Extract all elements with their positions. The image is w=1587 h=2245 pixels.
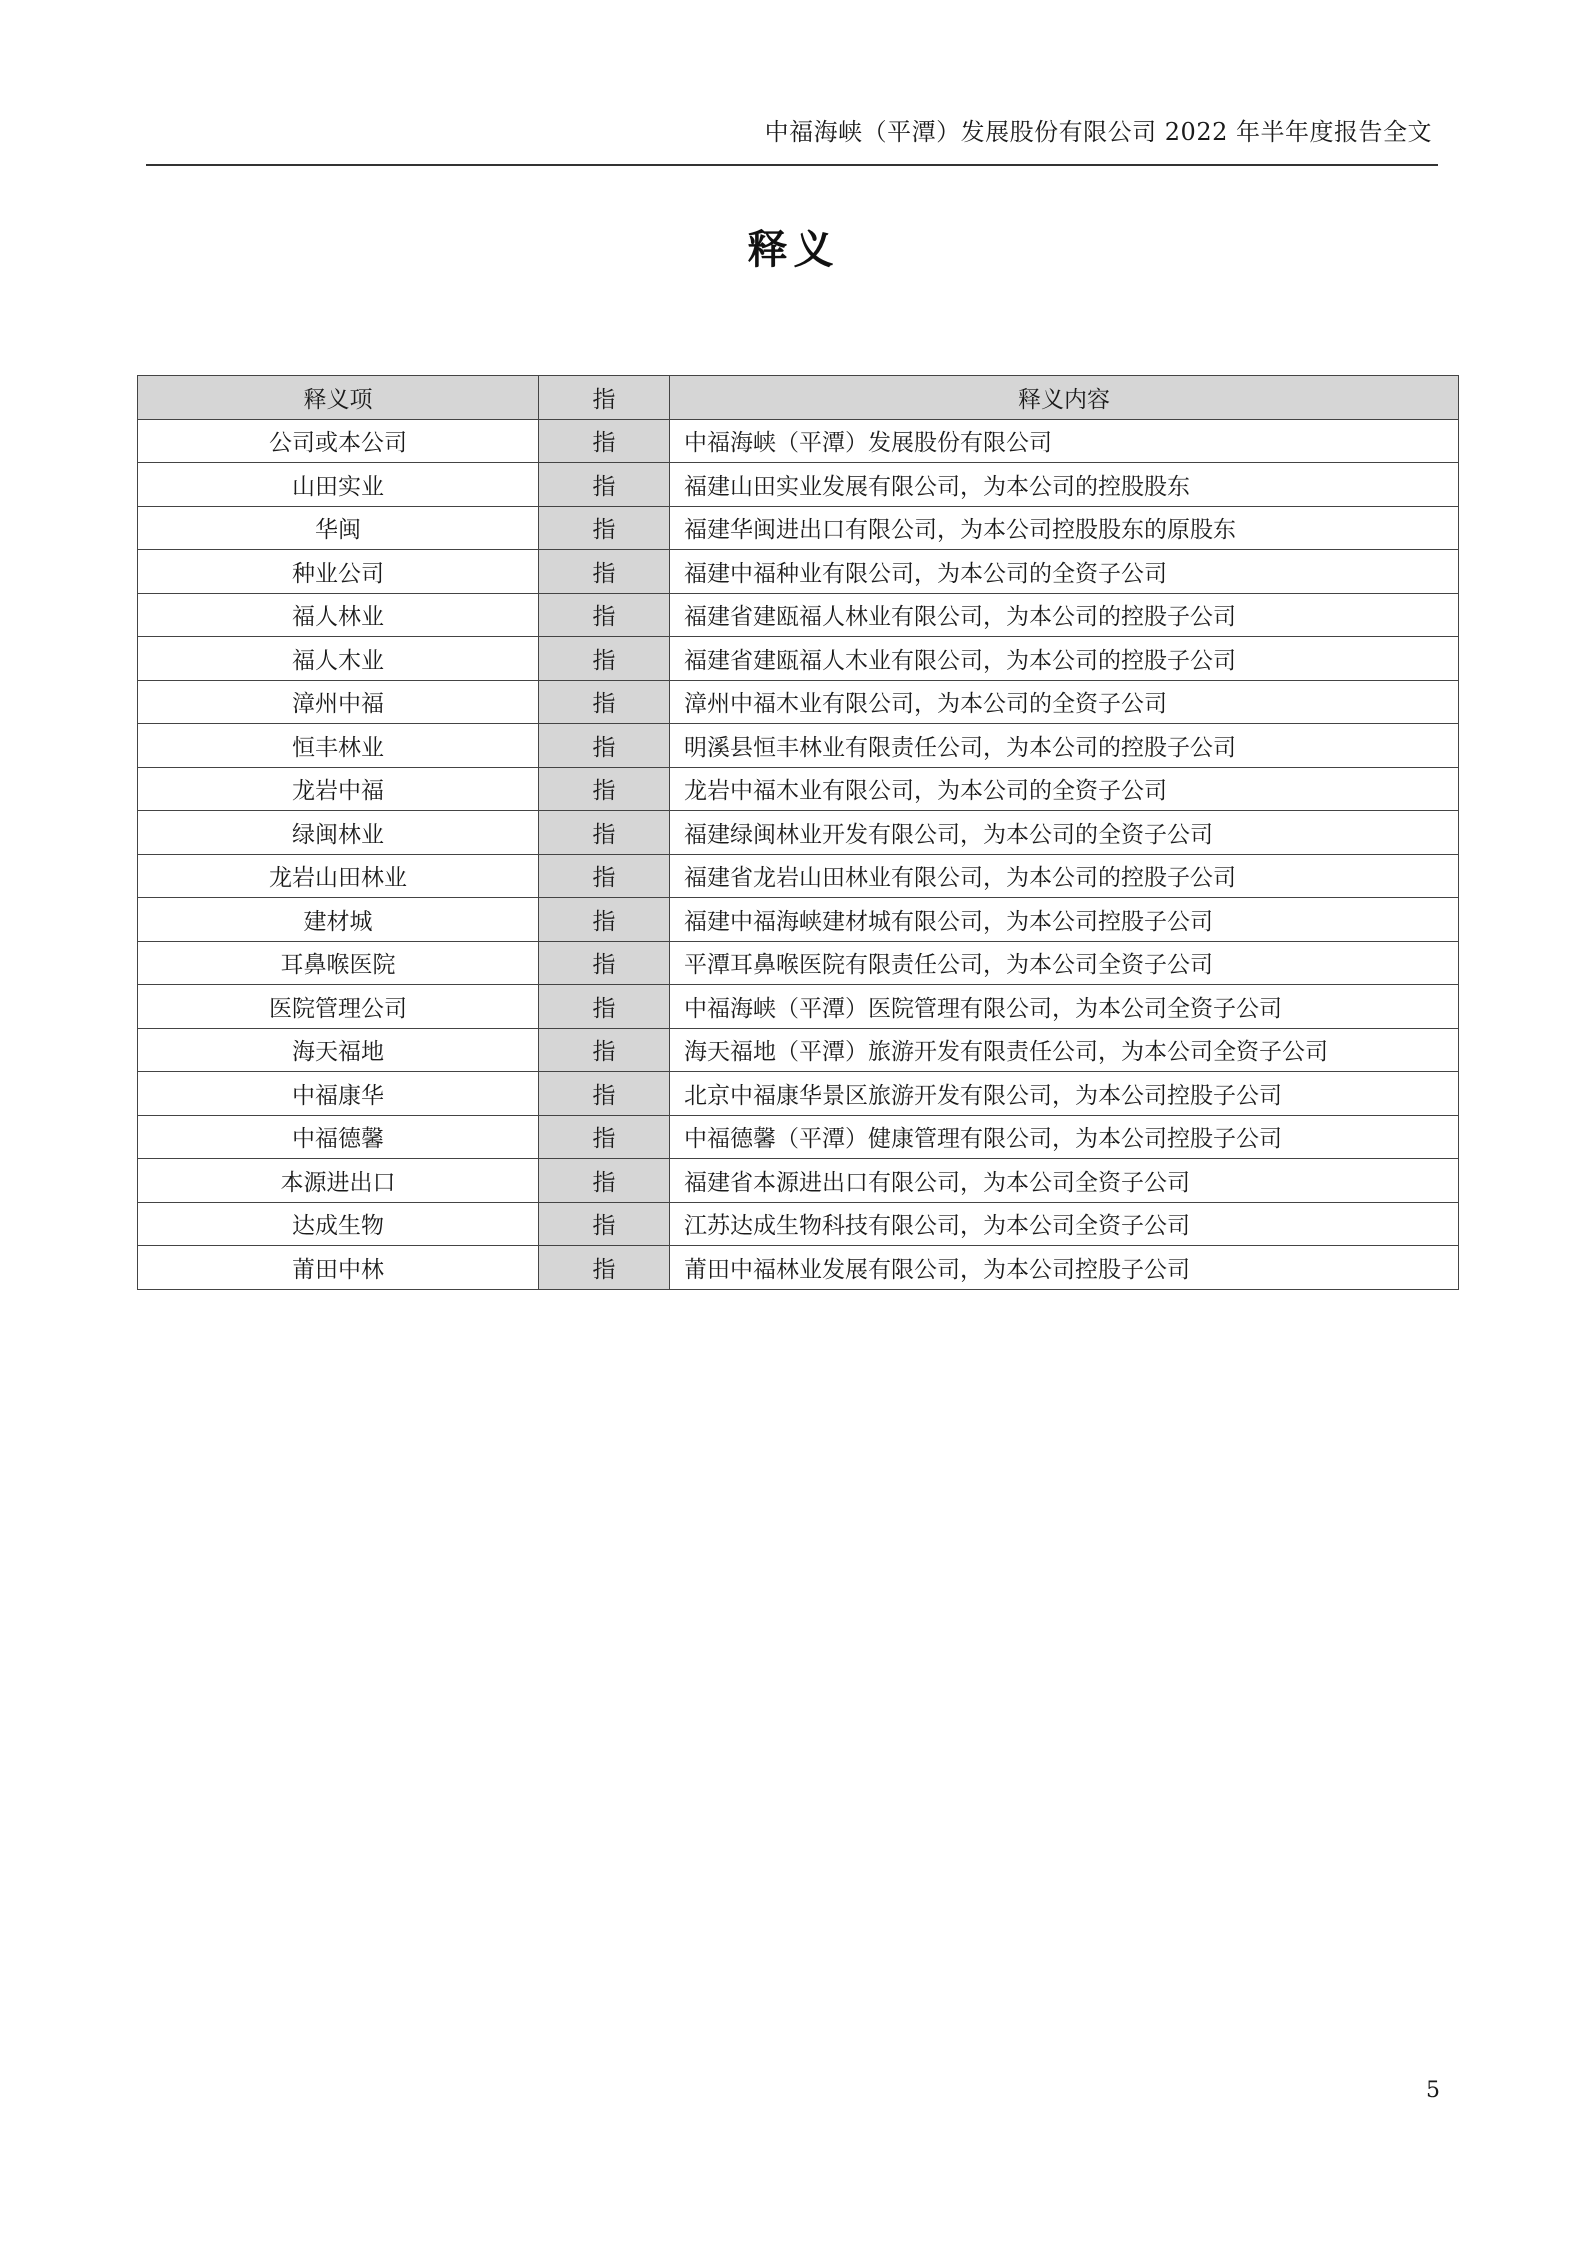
table-row	[138, 593, 1459, 637]
table-row	[138, 506, 1459, 550]
column-header-meaning: 释义内容	[670, 376, 1459, 420]
page-title: 释义	[747, 226, 840, 273]
meaning-cell: 福建山田实业发展有限公司，为本公司的控股股东	[670, 463, 1459, 507]
refers-cell: 指	[539, 506, 670, 550]
column-header-refers: 指	[539, 376, 670, 420]
term-cell: 本源进出口	[138, 1159, 539, 1203]
refers-cell: 指	[539, 767, 670, 811]
term-cell: 龙岩中福	[138, 767, 539, 811]
table-row	[138, 419, 1459, 463]
table-header-row	[138, 376, 1459, 420]
term-cell: 达成生物	[138, 1202, 539, 1246]
refers-cell: 指	[539, 1246, 670, 1290]
table-row	[138, 680, 1459, 724]
refers-cell: 指	[539, 941, 670, 985]
meaning-cell: 福建中福种业有限公司，为本公司的全资子公司	[670, 550, 1459, 594]
term-cell: 华闽	[138, 506, 539, 550]
refers-cell: 指	[539, 1072, 670, 1116]
term-cell: 建材城	[138, 898, 539, 942]
meaning-cell: 福建绿闽林业开发有限公司，为本公司的全资子公司	[670, 811, 1459, 855]
meaning-cell: 海天福地（平潭）旅游开发有限责任公司，为本公司全资子公司	[670, 1028, 1459, 1072]
refers-cell: 指	[539, 898, 670, 942]
meaning-cell: 福建省龙岩山田林业有限公司，为本公司的控股子公司	[670, 854, 1459, 898]
definitions-table	[137, 375, 1459, 1290]
table-row	[138, 637, 1459, 681]
table-row	[138, 941, 1459, 985]
refers-cell: 指	[539, 550, 670, 594]
page-number: 5	[1426, 2078, 1440, 2103]
meaning-cell: 福建华闽进出口有限公司，为本公司控股股东的原股东	[670, 506, 1459, 550]
term-cell: 山田实业	[138, 463, 539, 507]
term-cell: 龙岩山田林业	[138, 854, 539, 898]
table-body	[138, 419, 1459, 1289]
table-header	[138, 376, 1459, 420]
meaning-cell: 中福海峡（平潭）医院管理有限公司，为本公司全资子公司	[670, 985, 1459, 1029]
term-cell: 福人木业	[138, 637, 539, 681]
term-cell: 绿闽林业	[138, 811, 539, 855]
table-row	[138, 767, 1459, 811]
page-header	[146, 108, 1438, 166]
table-row	[138, 550, 1459, 594]
table-row	[138, 463, 1459, 507]
meaning-cell: 明溪县恒丰林业有限责任公司，为本公司的控股子公司	[670, 724, 1459, 768]
meaning-cell: 龙岩中福木业有限公司，为本公司的全资子公司	[670, 767, 1459, 811]
meaning-cell: 江苏达成生物科技有限公司，为本公司全资子公司	[670, 1202, 1459, 1246]
term-cell: 漳州中福	[138, 680, 539, 724]
term-cell: 种业公司	[138, 550, 539, 594]
meaning-cell: 福建省建瓯福人林业有限公司，为本公司的控股子公司	[670, 593, 1459, 637]
term-cell: 中福康华	[138, 1072, 539, 1116]
table-row	[138, 898, 1459, 942]
table-row	[138, 1246, 1459, 1290]
refers-cell: 指	[539, 1202, 670, 1246]
refers-cell: 指	[539, 1115, 670, 1159]
refers-cell: 指	[539, 419, 670, 463]
meaning-cell: 莆田中福林业发展有限公司，为本公司控股子公司	[670, 1246, 1459, 1290]
refers-cell: 指	[539, 680, 670, 724]
report-title: 中福海峡（平潭）发展股份有限公司 2022 年半年度报告全文	[764, 118, 1432, 146]
term-cell: 公司或本公司	[138, 419, 539, 463]
meaning-cell: 福建省本源进出口有限公司，为本公司全资子公司	[670, 1159, 1459, 1203]
refers-cell: 指	[539, 1159, 670, 1203]
refers-cell: 指	[539, 854, 670, 898]
term-cell: 海天福地	[138, 1028, 539, 1072]
term-cell: 莆田中林	[138, 1246, 539, 1290]
meaning-cell: 中福德馨（平潭）健康管理有限公司，为本公司控股子公司	[670, 1115, 1459, 1159]
term-cell: 耳鼻喉医院	[138, 941, 539, 985]
meaning-cell: 漳州中福木业有限公司，为本公司的全资子公司	[670, 680, 1459, 724]
column-header-term: 释义项	[138, 376, 539, 420]
term-cell: 医院管理公司	[138, 985, 539, 1029]
meaning-cell: 中福海峡（平潭）发展股份有限公司	[670, 419, 1459, 463]
table-row	[138, 1159, 1459, 1203]
meaning-cell: 福建中福海峡建材城有限公司，为本公司控股子公司	[670, 898, 1459, 942]
term-cell: 福人林业	[138, 593, 539, 637]
table-row	[138, 724, 1459, 768]
table-row	[138, 1115, 1459, 1159]
table-row	[138, 1202, 1459, 1246]
table-row	[138, 985, 1459, 1029]
meaning-cell: 北京中福康华景区旅游开发有限公司，为本公司控股子公司	[670, 1072, 1459, 1116]
refers-cell: 指	[539, 593, 670, 637]
table-row	[138, 1072, 1459, 1116]
refers-cell: 指	[539, 811, 670, 855]
meaning-cell: 平潭耳鼻喉医院有限责任公司，为本公司全资子公司	[670, 941, 1459, 985]
refers-cell: 指	[539, 463, 670, 507]
refers-cell: 指	[539, 724, 670, 768]
term-cell: 中福德馨	[138, 1115, 539, 1159]
table-row	[138, 854, 1459, 898]
table-row	[138, 1028, 1459, 1072]
refers-cell: 指	[539, 985, 670, 1029]
refers-cell: 指	[539, 1028, 670, 1072]
refers-cell: 指	[539, 637, 670, 681]
term-cell: 恒丰林业	[138, 724, 539, 768]
table-row	[138, 811, 1459, 855]
meaning-cell: 福建省建瓯福人木业有限公司，为本公司的控股子公司	[670, 637, 1459, 681]
